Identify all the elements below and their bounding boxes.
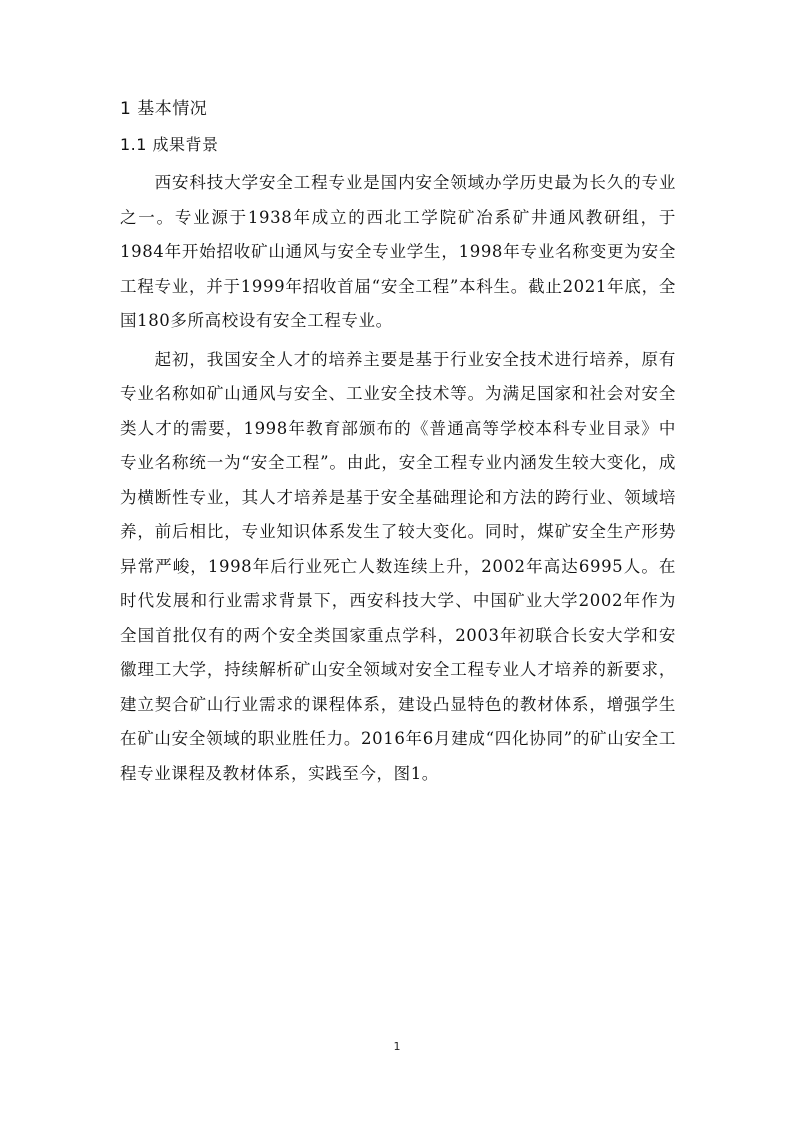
section-heading: 1 基本情况 xyxy=(120,99,208,119)
page-content xyxy=(120,96,676,795)
paragraph-2: 起初，我国安全人才的培养主要是基于行业安全技术进行培养，原有专业名称如矿山通风与安全、工业安全技术等。为满足国家和社会对安全类人才的需要，1998年教育部颁布的《普通高等学校本科专业目录》中专业名称统一为“安全工程”。由此，安全工程专业内涵发生较大变化，成为横断性专业，其人才培养是基于安全基础理论和方法的跨行业、领域培养，前后相比，专业知识体系发生了较大变化。同时，煤矿安全生产形势异常严峻，1998年后行业死亡人数连续上升，2002年高达6995人。在时代发展和行业需求背景下，西安科技大学、中国矿业大学2002年作为全国首批仅有的两个安全类国家重点学科，2003年初联合长安大学和安徽理工大学，持续解析矿山安全领域对安全工程专业人才培养的新要求，建立契合矿山行业需求的课程体系，建设凸显特色的教材体系，增强学生在矿山安全领域的职业胜任力。2016年6月建成“四化协同”的矿山安全工程专业课程及教材体系，实践至今，图1。 xyxy=(120,349,676,783)
subsection-heading: 1.1 成果背景 xyxy=(120,135,219,154)
paragraph-1: 西安科技大学安全工程专业是国内安全领域办学历史最为长久的专业之一。专业源于1938年成立的西北工学院矿冶系矿井通风教研组，于1984年开始招收矿山通风与安全专业学生，1998年专业名称变更为安全工程专业，并于1999年招收首届“安全工程”本科生。截止2021年底，全国180多所高校设有安全工程专业。 xyxy=(120,173,676,330)
page-number: 1 xyxy=(393,1040,401,1053)
